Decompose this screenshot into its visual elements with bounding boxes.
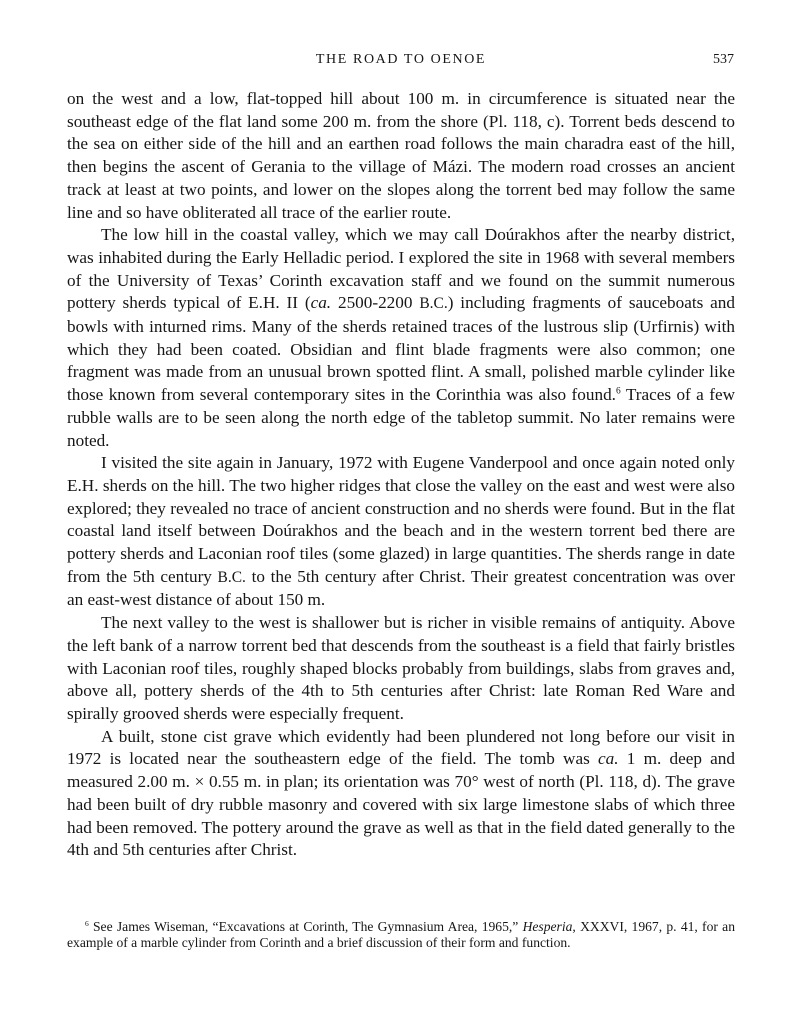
paragraph-3-text: to the 5th century after Christ. Their greatest concentration was over an east-west distance of about 150 m. [67, 566, 735, 610]
paragraph-5-text: A built, stone cist grave which evidently had been plundered not long before our visit in 1972 is located near the southeastern edge of the field. The tomb was [67, 726, 735, 769]
paragraph-3 [67, 452, 735, 612]
paragraph-4-text: The next valley to the west is shallower but is richer in visible remains of antiquity. Above the left bank of a narrow torrent bed that descends from the southeast is a field that fairly bristles with Laconian roof tiles, roughly shaped blocks probably from buildings, slabs from graves and, above all, pottery sherds of the 4th to 5th centuries after Christ: late Roman Red Ware and spirally grooved sherds were especially frequent. [67, 613, 735, 723]
footnote-number: 6 [85, 918, 89, 928]
footnote [67, 919, 735, 950]
paragraph-5 [67, 726, 735, 862]
paragraph-1-text: on the west and a low, flat-topped hill about 100 m. in circumference is situated near the southeast edge of the flat land some 200 m. from the shore (Pl. 118, c). Torrent beds descend to the sea on either side of the hill and an earthen road follows the main charadra east of the hill, then begins the ascent of Gerania to the village of Mázi. The modern road crosses an ancient track at least at two points, and lower on the slopes along the torrent bed may follow the same line and so have obliterated all trace of the earlier route. [67, 89, 735, 222]
paragraph-2-text: Traces of a few rubble walls are to be seen along the north edge of the tabletop summit. No later remains were noted. [67, 385, 736, 450]
paragraph-2-text: The low hill in the coastal valley, which we may call Doúrakhos after the nearby district, was inhabited during the Early Helladic period. I explored the site in 1968 with several members of the University of Texas’ Corinth excavation staff and we found on the summit numerous pottery sherds typical of E.H. II ( [67, 225, 735, 313]
era-abbrev: B.C. [217, 568, 246, 586]
era-abbrev: B.C. [419, 295, 448, 313]
paragraph-5-text: 1 m. deep and measured 2.00 m. × 0.55 m. in plan; its orientation was 70° west of north (Pl. 118, d). The grave had been built of dry rubble masonry and covered with six large limestone slabs of which three had been removed. The pottery around the grave as well as that in the field dated generally to the 4th and 5th centuries after Christ. [67, 749, 735, 860]
circa-abbrev: ca. [598, 749, 619, 769]
paragraph-2-text: 2500-2200 [331, 293, 420, 313]
page-header [68, 50, 734, 70]
paragraph-2 [67, 224, 735, 452]
paragraph-3-text: I visited the site again in January, 1972 with Eugene Vanderpool and once again noted only E.H. sherds on the hill. The two higher ridges that close the valley on the east and west were also explored; they revealed no trace of ancient construction and no sherds were found. But in the flat coastal land itself between Doúrakhos and the beach and in the western torrent bed there are pottery sherds and Laconian roof tiles (some glazed) in large quantities. The sherds range in date from the 5th century [67, 453, 735, 586]
footnote-text: See James Wiseman, “Excavations at Corinth, The Gymnasium Area, 1965,” [88, 919, 523, 934]
paragraph-1 [67, 88, 735, 224]
running-title: THE ROAD TO OENOE [315, 52, 487, 67]
journal-title: Hesperia [522, 919, 573, 934]
circa-abbrev: ca. [310, 293, 332, 313]
footnote-marker[interactable]: 6 [615, 386, 621, 397]
paragraph-4 [67, 612, 735, 726]
paragraph-2-text: ) including fragments of sauceboats and bowls with inturned rims. Many of the sherds retained traces of the lustrous slip (Urfirnis) with which they had been coated. Obsidian and flint blade fragments were also common; one fragment was made from an unusual brown spotted flint. A small, polished marble cylinder like those known from several contemporary sites in the Corinthia was also found. [67, 293, 735, 405]
body-text [67, 88, 735, 862]
page-number: 537 [713, 52, 734, 67]
footnote-text: , XXXVI, 1967, p. 41, for an example of a marble cylinder from Corinth and a brief discussion of their form and function. [67, 919, 735, 950]
